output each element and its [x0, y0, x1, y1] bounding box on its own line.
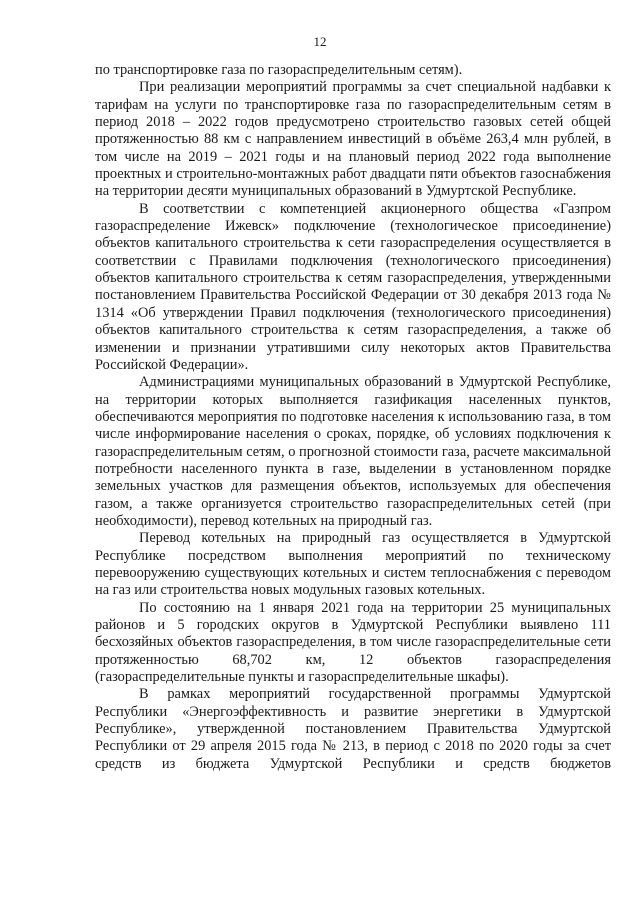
paragraph-state-program: В рамках мероприятий государственной программы Удмуртской Республики «Энергоэффективность и развитие энергетики в Удмуртской Республике», утвержденной постановлением Правительства Удмуртской Республики от 29 апреля 2015 года № 213, в период с 2018 по 2020 годы за счет средств из бюджета Удмуртской Республики и средств бюджетов [95, 686, 611, 772]
document-body [95, 62, 611, 773]
paragraph-connection-rules: В соответствии с компетенцией акционерного общества «Газпром газораспределение Ижевск» подключение (технологическое присоединение) объектов капитального строительства к сети газораспределения осуществляется в соответствии с Правилами подключения (технологического присоединения) объектов капитального строительства к сетям газораспределения, утвержденными постановлением Правительства Российской Федерации от 30 декабря 2013 года № 1314 «Об утверждении Правил подключения (технологического присоединения) объектов капитального строительства к сетям газораспределения, а также об изменении и признании утратившими силу некоторых актов Правительства Российской Федерации». [95, 200, 611, 373]
page-number: 12 [313, 34, 327, 49]
paragraph-ownerless-objects: По состоянию на 1 января 2021 года на территории 25 муниципальных районов и 5 городских округов в Удмуртской Республики выявлено 111 бесхозяйных объектов газораспределения, в том числе газораспределительные сети протяженностью 68,702 км, 12 объектов газораспределения (газораспределительные пункты и газораспределительные шкафы). [95, 599, 611, 686]
paragraph-municipal-administrations: Администрациями муниципальных образований в Удмуртской Республике, на территории которых выполняется газификация населенных пунктов, обеспечиваются мероприятия по подготовке населения к использованию газа, в том числе информирование населения о сроках, порядке, об условиях подключения к газораспределительным сетям, о прогнозной стоимости газа, расчете максимальной потребности населенного пункта в газе, выделении в установленном порядке земельных участков для размещения объектов, используемых для обеспечения газом, а также организуется строительство газораспределительных сетей (при необходимости), перевод котельных на природный газ. [95, 374, 611, 529]
paragraph-boiler-conversion: Перевод котельных на природный газ осуществляется в Удмуртской Республике посредством выполнения мероприятий по техническому перевооружению существующих котельных и систем теплоснабжения с переводом на газ или строительства новых модульных газовых котельных. [95, 530, 611, 599]
paragraph-program-gas-networks: При реализации мероприятий программы за счет специальной надбавки к тарифам на услуги по транспортировке газа по газораспределительным сетям в период 2018 – 2022 годов предусмотрено строительство газовых сетей общей протяженностью 88 км с направлением инвестиций в объёме 263,4 млн рублей, в том числе на 2019 – 2021 годы и на плановый период 2022 года выполнение проектных и строительно-монтажных работ двадцати пяти объектов газоснабжения на территории десяти муниципальных образований в Удмуртской Республике. [95, 79, 611, 200]
paragraph-continuation: по транспортировке газа по газораспределительным сетям). [95, 62, 463, 78]
